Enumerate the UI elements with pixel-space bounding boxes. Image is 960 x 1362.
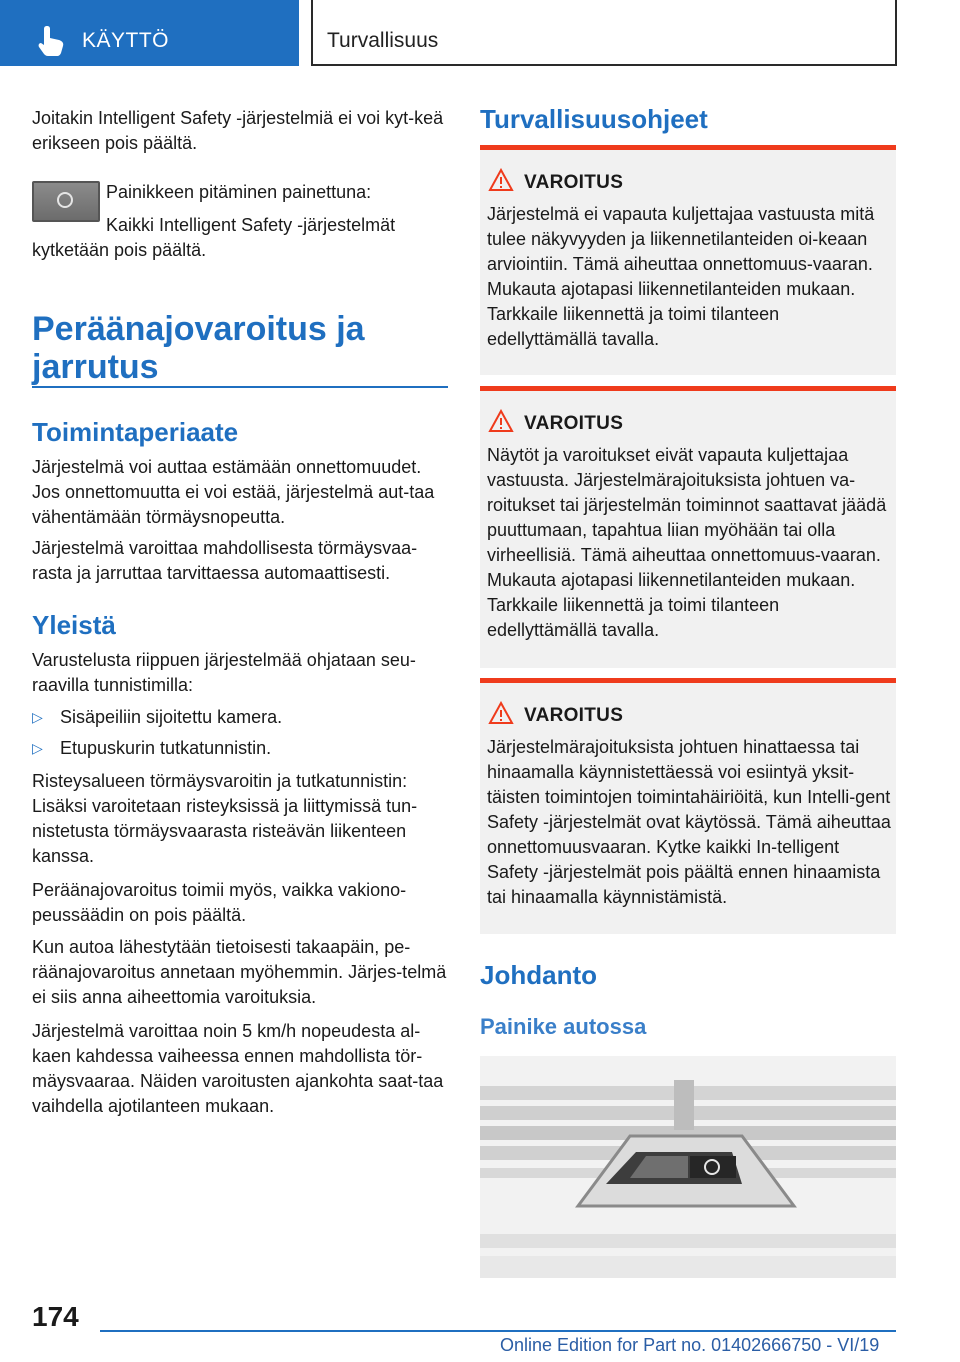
intro-text: Joitakin Intelligent Safety -järjestelmiä ei voi kyt-keä erikseen pois päältä.: [32, 108, 444, 153]
warning-text: Näytöt ja varoitukset eivät vapauta kuljettajaa vastuusta. Järjestelmärajoituksista johtuen va-roitukset tai järjestelmän toiminnot saattavat jäädä puuttumaan, tapahtua liian myöhään tai olla virheellisiä. Tämä aiheuttaa onnettomuus-vaaran. Mukauta ajotapasi liikennetilanteiden mukaan. Tarkkaile liikennettä ja toimi tilanteen edellyttämällä tavalla.: [487, 445, 887, 640]
triangle-bullet-icon: ▷: [32, 740, 43, 756]
warning-triangle-icon: [488, 168, 514, 192]
button-result-text-2: kytketään pois päältä.: [32, 240, 207, 260]
page-number: 174: [32, 1301, 79, 1332]
button-press-text: Painikkeen pitäminen painettuna:: [106, 182, 372, 202]
button-result-text-1: Kaikki Intelligent Safety -järjestelmät: [106, 215, 396, 235]
general-paragraph-2: Risteysalueen törmäysvaroitin ja tutkatunnistin: Lisäksi varoitetaan risteyksissä ja liittymissä tun-nistetusta törmäysvaarasta risteävän liikenteen kanssa.: [32, 771, 418, 866]
section-heading-principle: Toimintaperiaate: [32, 417, 239, 447]
triangle-bullet-icon: ▷: [32, 709, 43, 725]
main-heading-line-2: jarrutus: [32, 348, 159, 386]
safety-button-image: [32, 181, 100, 222]
warning-box: [480, 386, 896, 668]
warning-triangle-icon: [488, 701, 514, 725]
warning-box: [480, 145, 896, 375]
safety-instructions-heading: Turvallisuusohjeet: [480, 104, 708, 134]
general-paragraph-3: Peräänajovaroitus toimii myös, vaikka vakiono-peussäädin on pois päältä.: [32, 880, 407, 925]
section-header: [311, 0, 897, 66]
general-paragraph-4: Kun autoa lähestytään tietoisesti takaapäin, pe-räänajovaroitus annetaan myöhemmin. Järjes-telmä ei siis anna aiheettomia varoituksia.: [32, 937, 447, 1007]
warning-box: [480, 678, 896, 934]
heading-rule: [32, 386, 448, 388]
introduction-heading: Johdanto: [480, 960, 597, 990]
chapter-tab[interactable]: [0, 0, 299, 66]
general-paragraph-5: Järjestelmä varoittaa noin 5 km/h nopeudesta al-kaen kahdessa vaiheessa ennen mahdollista tör-mäysvaaraa. Näiden varoitusten ajankohta saat-taa vaihdella ajotilanteen mukaan.: [32, 1021, 444, 1116]
warning-text: Järjestelmärajoituksista johtuen hinattaessa tai hinaamalla käynnistettäessä voi esiintyä yksit-täisten toimintojen toimintahäiriöitä, kun Intelli-gent Safety -järjestelmät ovat käytössä. Tämä aiheuttaa onnettomuusvaaran. Kytke kaikki In-telligent Safety -järjestelmät pois päältä ennen hinaamista tai hinaamalla käynnistämistä.: [487, 737, 891, 907]
safety-button-icon: [57, 192, 73, 208]
car-button-photo: [480, 1056, 896, 1278]
section-label: Turvallisuus: [327, 29, 439, 52]
warning-title: VAROITUS: [524, 172, 624, 193]
general-paragraph-1: Varustelusta riippuen järjestelmää ohjataan seu-raavilla tunnistimilla:: [32, 650, 416, 695]
principle-paragraph-1: Järjestelmä voi auttaa estämään onnettomuudet. Jos onnettomuutta ei voi estää, järjestelmä aut-taa vähentämään törmäysnopeutta.: [32, 457, 435, 527]
warning-text: Järjestelmä ei vapauta kuljettajaa vastuusta mitä tulee näkyvyyden ja liikennetilanteiden oi-keaan arviointiin. Tämä aiheuttaa onnettomuus-vaaran. Mukauta ajotapasi liikennetilanteiden mukaan. Tarkkaile liikennettä ja toimi tilanteen edellyttämällä tavalla.: [487, 204, 875, 349]
hand-pointer-icon: [38, 24, 66, 56]
warning-title: VAROITUS: [524, 705, 624, 726]
principle-paragraph-2: Järjestelmä varoittaa mahdollisesta törmäysvaa-rasta ja jarruttaa tarvittaessa automaattisesti.: [32, 538, 418, 583]
button-in-car-heading: Painike autossa: [480, 1014, 647, 1039]
footer-rule: [100, 1330, 896, 1332]
warning-triangle-icon: [488, 409, 514, 433]
section-heading-general: Yleistä: [32, 610, 116, 640]
main-heading-line-1: Peräänajovaroitus ja: [32, 310, 365, 348]
warning-title: VAROITUS: [524, 413, 624, 434]
dashboard-illustration: [480, 1056, 896, 1278]
footer-edition: Online Edition for Part no. 01402666750 - VI/19: [500, 1335, 880, 1355]
chapter-label: KÄYTTÖ: [82, 29, 170, 52]
